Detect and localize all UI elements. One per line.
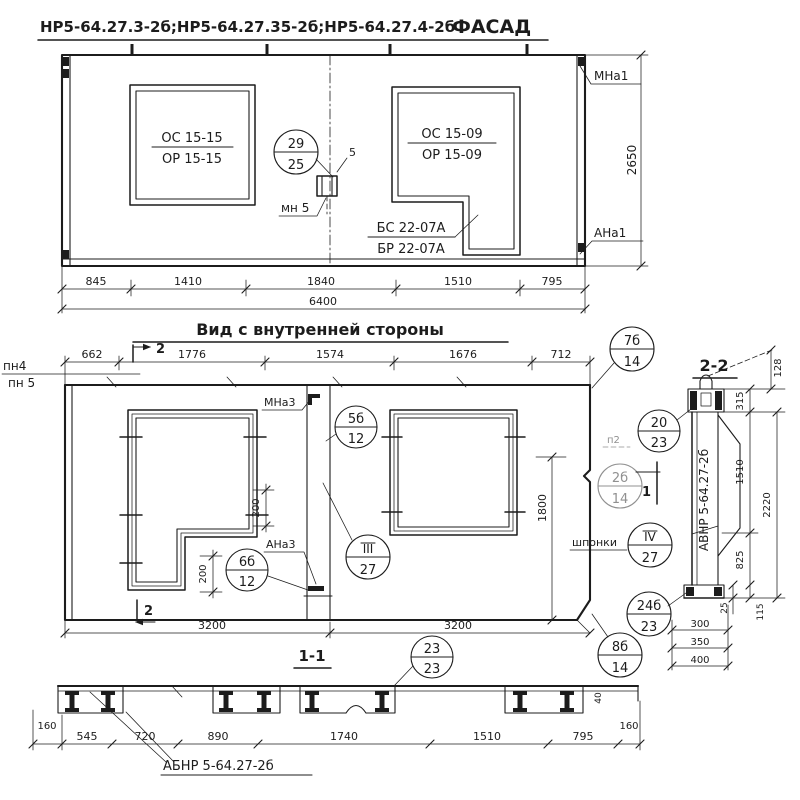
section1-marker: [636, 462, 660, 504]
callout-5b-12: [326, 406, 377, 448]
svg-text:23: 23: [423, 642, 441, 657]
svg-text:25: 25: [720, 602, 730, 614]
svg-text:20: 20: [650, 416, 668, 431]
dim-200-bottom: [198, 550, 222, 598]
svg-text:662: 662: [81, 348, 103, 361]
svg-text:п2: п2: [607, 435, 620, 446]
label-mna1: [580, 66, 641, 84]
svg-text:23: 23: [650, 436, 668, 451]
svg-text:мн 5: мн 5: [281, 201, 310, 215]
svg-text:3200: 3200: [444, 619, 472, 632]
svg-text:2220: 2220: [762, 492, 773, 518]
svg-text:400: 400: [690, 655, 710, 666]
callout-6b-12: [226, 549, 308, 591]
svg-text:1510: 1510: [444, 275, 472, 288]
svg-text:890: 890: [207, 730, 229, 743]
svg-text:5б: 5б: [347, 412, 365, 427]
svg-text:545: 545: [76, 730, 98, 743]
top-edge-ticks: [131, 44, 529, 55]
callout-24b-23: [627, 592, 686, 636]
svg-text:БР 22-07А: БР 22-07А: [377, 242, 445, 257]
facade-total-dim: 6400: [309, 295, 337, 308]
callout-7b-14: [592, 327, 654, 388]
dim-1800: [536, 453, 566, 624]
svg-text:12: 12: [347, 432, 365, 447]
inner-pilaster: [304, 385, 332, 620]
svg-text:7б: 7б: [623, 334, 641, 349]
svg-text:ОР 15-09: ОР 15-09: [422, 148, 482, 163]
facade-window-right-mark: [408, 127, 496, 163]
section2-marker-bottom: [136, 600, 155, 622]
section-1-1: [29, 636, 644, 775]
svg-text:1510: 1510: [473, 730, 501, 743]
section-1-1-title: 1-1: [298, 647, 326, 665]
svg-text:пн4: пн4: [3, 359, 27, 373]
svg-text:ОР 15-15: ОР 15-15: [162, 152, 222, 167]
callout-29-25: [274, 130, 333, 177]
inner-view-title: Вид с внутренней стороны: [196, 320, 444, 339]
svg-text:14: 14: [611, 661, 629, 676]
svg-text:315: 315: [735, 391, 746, 411]
svg-text:24б: 24б: [636, 599, 662, 614]
svg-text:8б: 8б: [611, 640, 629, 655]
svg-text:3200: 3200: [198, 619, 226, 632]
svg-text:шпонки: шпонки: [572, 536, 617, 549]
label-mna3: [262, 396, 311, 410]
svg-text:1840: 1840: [307, 275, 335, 288]
inner-window-right: [382, 410, 525, 535]
svg-text:29: 29: [287, 137, 305, 152]
svg-text:АБНР 5-64.27-2б: АБНР 5-64.27-2б: [163, 759, 274, 774]
svg-text:160: 160: [37, 721, 57, 732]
svg-text:350: 350: [690, 637, 710, 648]
svg-text:III: III: [362, 542, 374, 556]
top-fixture: [688, 375, 724, 412]
section-2-2: [638, 346, 785, 670]
svg-text:720: 720: [134, 730, 156, 743]
svg-text:12: 12: [238, 575, 256, 590]
svg-text:825: 825: [735, 550, 746, 570]
svg-text:АНа3: АНа3: [266, 538, 296, 551]
svg-text:795: 795: [541, 275, 563, 288]
section-2-2-dims: [668, 346, 785, 670]
svg-text:845: 845: [85, 275, 107, 288]
svg-text:АНа1: АНа1: [594, 226, 627, 240]
svg-text:2650: 2650: [625, 144, 639, 176]
callout-III-27: [323, 483, 390, 579]
dim-5: 5: [349, 146, 356, 159]
anchor-ticks: [120, 437, 268, 563]
svg-text:27: 27: [359, 563, 377, 578]
callout-IV-27: [628, 523, 672, 567]
svg-text:23: 23: [423, 662, 441, 677]
svg-text:200: 200: [198, 564, 209, 584]
svg-text:14: 14: [611, 492, 629, 507]
svg-text:2: 2: [156, 342, 166, 357]
svg-text:1800: 1800: [536, 494, 549, 522]
callout-2b-14: [598, 464, 642, 508]
svg-text:1776: 1776: [178, 348, 206, 361]
svg-text:14: 14: [623, 355, 641, 370]
svg-text:300: 300: [690, 619, 710, 630]
label-shponki: [570, 536, 627, 550]
svg-text:128: 128: [773, 358, 784, 378]
svg-text:25: 25: [287, 158, 305, 173]
svg-text:1676: 1676: [449, 348, 477, 361]
svg-text:115: 115: [756, 603, 766, 621]
dim-200-step: [251, 484, 274, 532]
label-mn5: [279, 198, 326, 216]
facade-view: [58, 44, 648, 313]
svg-text:МНа1: МНа1: [594, 69, 629, 83]
facade-block-mark: [368, 215, 478, 257]
svg-text:795: 795: [572, 730, 594, 743]
panel-body: [692, 412, 740, 585]
label-avnr: АВНР 5-64.27-2б: [697, 448, 711, 552]
svg-text:ОС 15-09: ОС 15-09: [421, 127, 483, 142]
svg-text:IV: IV: [644, 530, 656, 544]
svg-text:712: 712: [550, 348, 572, 361]
svg-text:2: 2: [144, 604, 154, 619]
drawing-title: [38, 16, 548, 40]
svg-text:23: 23: [640, 620, 658, 635]
label-p2: [603, 435, 630, 447]
dim-40: 40: [594, 692, 604, 704]
anchor-ticks: [382, 437, 525, 512]
svg-text:БС 22-07А: БС 22-07А: [376, 221, 446, 236]
section2-marker-top: [133, 342, 165, 362]
inner-panel-outline: [65, 385, 590, 620]
svg-text:2б: 2б: [611, 471, 629, 486]
svg-text:1510: 1510: [735, 459, 746, 485]
facade-bottom-dims: [58, 266, 589, 313]
title-codes: НР5-64.27.3-2б;НР5-64.27.35-2б;НР5-64.27.4-2б: [40, 18, 456, 36]
label-ana1: [580, 226, 643, 254]
callout-23-23: [394, 636, 453, 686]
inner-top-dims: [61, 348, 594, 385]
svg-text:1740: 1740: [330, 730, 358, 743]
svg-text:6б: 6б: [238, 555, 256, 570]
bottom-shoe: [684, 585, 724, 598]
callout-8b-14: [592, 614, 642, 677]
svg-text:пн 5: пн 5: [8, 376, 36, 390]
svg-text:1: 1: [642, 485, 652, 500]
svg-text:ОС 15-15: ОС 15-15: [161, 131, 223, 146]
svg-text:27: 27: [641, 551, 659, 566]
svg-text:МНа3: МНа3: [264, 396, 296, 409]
svg-text:1410: 1410: [174, 275, 202, 288]
svg-text:200: 200: [251, 498, 262, 518]
section-1-1-dims: [29, 701, 644, 750]
svg-text:1574: 1574: [316, 348, 344, 361]
inner-view: [2, 320, 686, 677]
section-2-2-title: 2-2: [699, 356, 729, 375]
facade-window-left-mark: [152, 131, 233, 167]
slab-section: [58, 686, 638, 713]
title-facade: ФАСАД: [452, 16, 532, 38]
callout-20-23: [638, 409, 691, 452]
svg-text:160: 160: [619, 721, 639, 732]
